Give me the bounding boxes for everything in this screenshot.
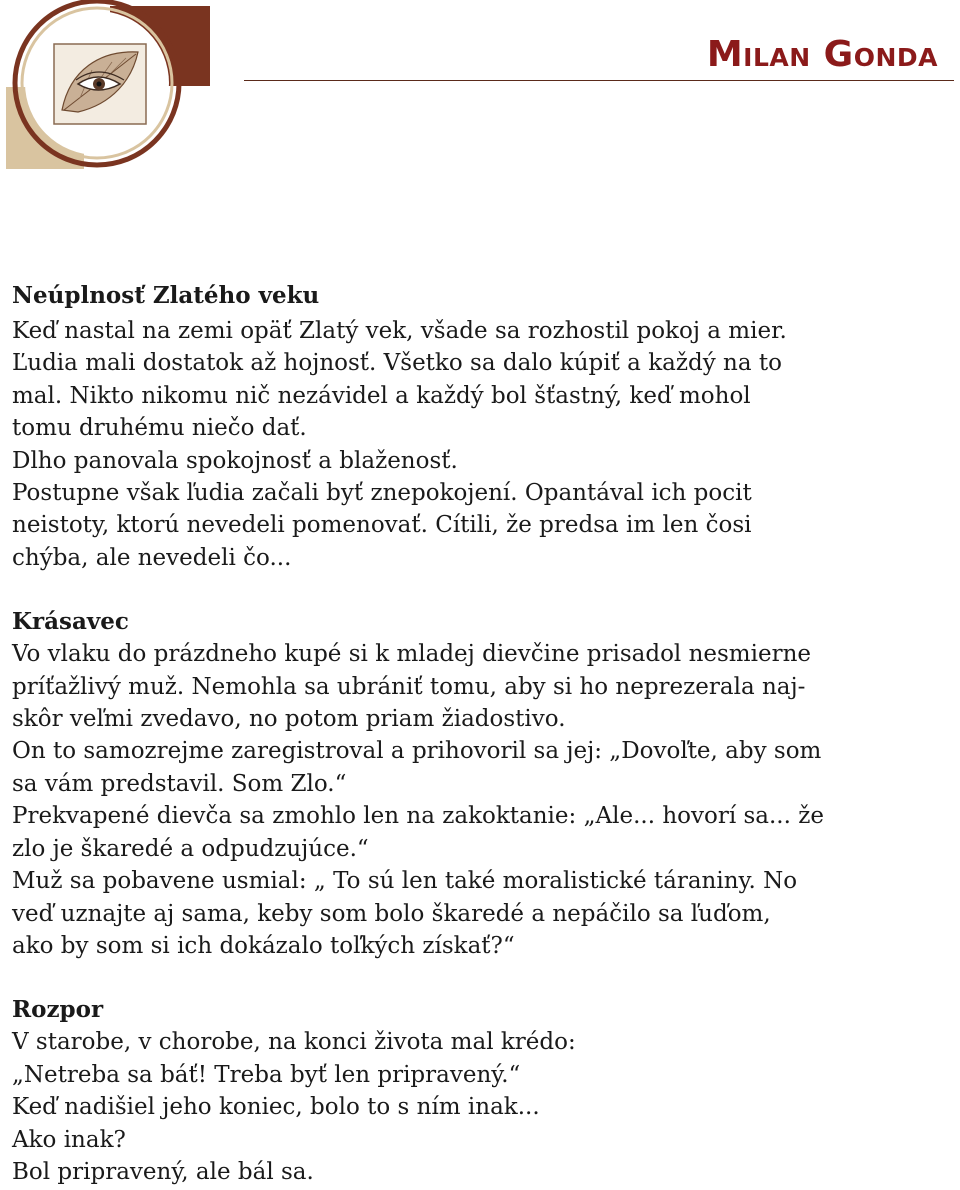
story-title: Rozpor xyxy=(12,996,104,1024)
story-line: Prekvapené dievča sa zmohlo len na zakoktanie: „Ale... hovorí sa... že xyxy=(12,803,824,830)
story-rozpor xyxy=(12,994,952,1188)
story-line: Dlho panovala spokojnosť a blaženosť. xyxy=(12,447,458,474)
story-line: chýba, ale nevedeli čo... xyxy=(12,544,292,571)
story-line: V starobe, v chorobe, na konci života mal krédo: xyxy=(12,1029,576,1056)
section-gap xyxy=(12,962,952,994)
story-line: Muž sa pobavene usmial: „ To sú len také moralistické táraniny. No xyxy=(12,868,798,895)
header-rule xyxy=(244,80,954,81)
document-body xyxy=(12,280,952,1188)
story-title: Neúplnosť Zlatého veku xyxy=(12,282,320,309)
story-line: zlo je škaredé a odpudzujúce.“ xyxy=(12,835,369,862)
story-line: Keď nadišiel jeho koniec, bolo to s ním inak... xyxy=(12,1094,540,1121)
story-title: Krásavec xyxy=(12,608,129,636)
story-line: neistoty, ktorú nevedeli pomenovať. Cítili, že predsa im len čosi xyxy=(12,512,752,539)
section-gap xyxy=(12,574,952,606)
story-line: tomu druhému niečo dať. xyxy=(12,415,307,442)
story-line: Ako inak? xyxy=(12,1126,126,1153)
story-line: Vo vlaku do prázdneho kupé si k mladej dievčine prisadol nesmierne xyxy=(12,641,812,668)
story-krasavec xyxy=(12,606,952,962)
story-line: skôr veľmi zvedavo, no potom priam žiadostivo. xyxy=(12,706,566,733)
story-line: Bol pripravený, ale bál sa. xyxy=(12,1158,314,1185)
story-neuplnost xyxy=(12,280,952,574)
story-line: „Netreba sa báť! Treba byť len pripravený.“ xyxy=(12,1061,521,1088)
story-line: mal. Nikto nikomu nič nezávidel a každý bol šťastný, keď mohol xyxy=(12,382,751,409)
story-line: príťažlivý muž. Nemohla sa ubrániť tomu, aby si ho neprezerala naj- xyxy=(12,673,806,700)
story-line: Postupne však ľudia začali byť znepokojení. Opantával ich pocit xyxy=(12,480,752,507)
story-line: On to samozrejme zaregistroval a prihovoril sa jej: „Dovoľte, aby som xyxy=(12,738,822,765)
eye-leaf-logo xyxy=(0,0,220,175)
story-line: ako by som si ich dokázalo toľkých získať?“ xyxy=(12,932,515,959)
story-line: sa vám predstavil. Som Zlo.“ xyxy=(12,770,347,797)
story-line: Ľudia mali dostatok až hojnosť. Všetko sa dalo kúpiť a každý na to xyxy=(12,350,782,377)
story-line: veď uznajte aj sama, keby som bolo škaredé a nepáčilo sa ľuďom, xyxy=(12,900,771,927)
author-name: Milan Gonda xyxy=(706,34,938,75)
story-line: Keď nastal na zemi opäť Zlatý vek, všade sa rozhostil pokoj a mier. xyxy=(12,318,787,344)
